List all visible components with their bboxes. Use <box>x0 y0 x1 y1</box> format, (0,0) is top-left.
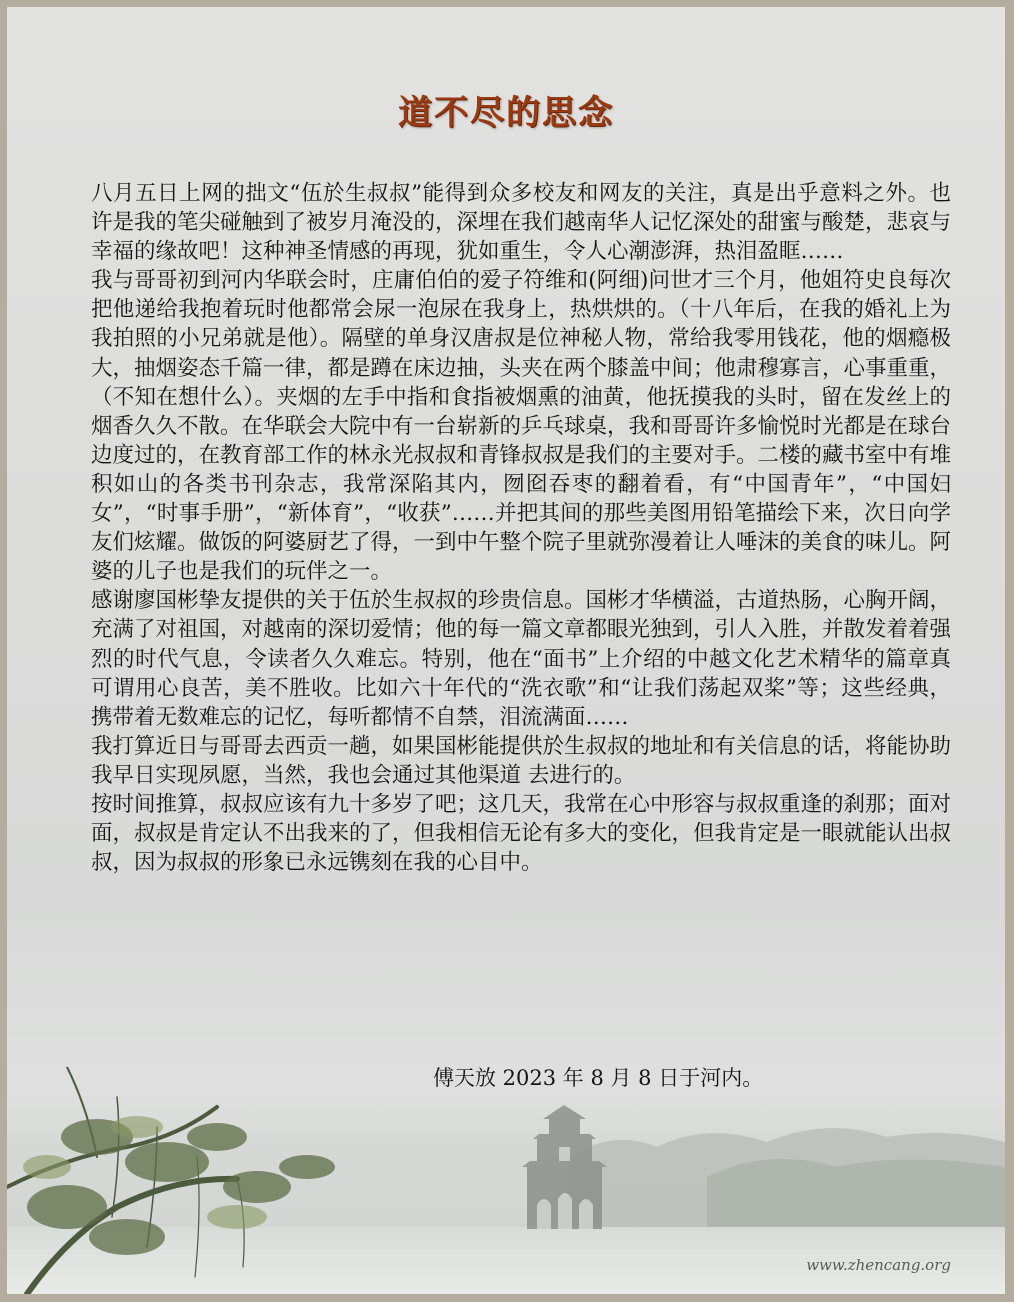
paragraph: 按时间推算，叔叔应该有九十多岁了吧；这几天，我常在心中形容与叔叔重逢的刹那；面对面，叔叔是肯定认不出我来的了，但我相信无论有多大的变化，但我肯定是一眼就能认出叔叔，因为叔叔的形象已永远镌刻在我的心目中。 <box>91 791 952 876</box>
letter-page <box>7 7 1005 1294</box>
page-title: 道不尽的思念 <box>398 93 614 133</box>
watermark-url: www.zhencang.org <box>806 1256 951 1274</box>
paragraph: 感谢廖国彬挚友提供的关于伍於生叔叔的珍贵信息。国彬才华横溢，古道热肠，心胸开阔，充满了对祖国，对越南的深切爱情；他的每一篇文章都眼光独到，引人入胜，并散发着着强烈的时代气息，令读者久久难忘。特别，他在“面书”上介绍的中越文化艺术精华的篇章真可谓用心良苦，美不胜收。比如六十年代的“洗衣歌”和“让我们荡起双桨”等；这些经典，携带着无数难忘的记忆，每听都情不自禁，泪流满面…… <box>91 588 952 730</box>
paragraph: 我与哥哥初到河内华联会时，庄庸伯伯的爱子符维和(阿细)问世才三个月，他姐符史良每次把他递给我抱着玩时他都常会尿一泡尿在我身上，热烘烘的。（十八年后，在我的婚礼上为我拍照的小兄弟就是他）。隔壁的单身汉唐叔是位神秘人物，常给我零用钱花，他的烟瘾极大，抽烟姿态千篇一律，都是蹲在床边抽，头夹在两个膝盖中间；他肃穆寡言，心事重重，（不知在想什么）。夹烟的左手中指和食指被烟熏的油黄，他抚摸我的头时，留在发丝上的烟香久久不散。在华联会大院中有一台崭新的乒乓球桌，我和哥哥许多愉悦时光都是在球台边度过的，在教育部工作的林永光叔叔和青锋叔叔是我们的主要对手。二楼的藏书室中有堆积如山的各类书刊杂志，我常深陷其内，囫囵吞枣的翻着看，有“中国青年”，“中国妇女”，“时事手册”，“新体育”，“收获”……并把其间的那些美图用铅笔描绘下来，次日向学友们炫耀。做饭的阿婆厨艺了得，一到中午整个院子里就弥漫着让人唾沫的美食的味儿。阿婆的儿子也是我们的玩伴之一。 <box>91 268 952 585</box>
paragraph: 我打算近日与哥哥去西贡一趟，如果国彬能提供於生叔叔的地址和有关信息的话，将能协助我早日实现夙愿，当然，我也会通过其他渠道 去进行的。 <box>91 733 952 788</box>
signature-line: 傅天放 2023 年 8 月 8 日于河内。 <box>433 1066 764 1090</box>
letter-body <box>91 179 951 877</box>
paragraph: 八月五日上网的拙文“伍於生叔叔”能得到众多校友和网友的关注，真是出乎意料之外。也许是我的笔尖碰触到了被岁月淹没的，深埋在我们越南华人记忆深处的甜蜜与酸楚，悲哀与幸福的缘故吧！这种神圣情感的再现，犹如重生，令人心潮澎湃，热泪盈眶…… <box>91 181 952 265</box>
